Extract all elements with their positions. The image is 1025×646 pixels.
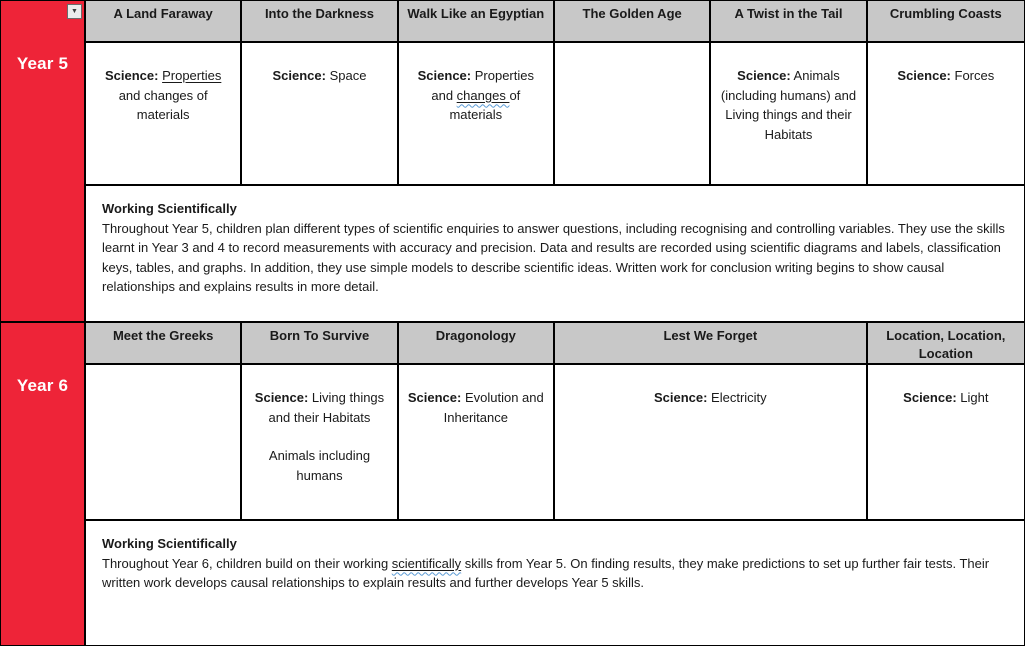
science-cell-born-to-survive bbox=[242, 365, 398, 521]
topic-header-a-twist-in-the-tail: A Twist in the Tail bbox=[711, 1, 867, 43]
topic-header-location-location-location: Location, Location, Location bbox=[868, 323, 1024, 365]
topic-header-a-land-faraway: A Land Faraway bbox=[86, 1, 242, 43]
science-cell-a-twist-in-the-tail: Science: Animals (including humans) and Living things and their Habitats bbox=[711, 43, 867, 186]
year-5-label: Year 5 bbox=[16, 54, 69, 73]
year-5-content bbox=[86, 1, 1024, 321]
year-6-content bbox=[86, 323, 1024, 645]
science-cell-dragonology: Science: Evolution and Inheritance bbox=[399, 365, 555, 521]
underlined-text bbox=[392, 556, 461, 571]
science-cell-crumbling-coasts: Science: Forces bbox=[868, 43, 1024, 186]
year-5-topic-header-row bbox=[86, 1, 1024, 43]
year-6-topic-header-row bbox=[86, 323, 1024, 365]
topic-header-crumbling-coasts: Crumbling Coasts bbox=[868, 1, 1024, 43]
science-cell-location-location-location: Science: Light bbox=[868, 365, 1024, 521]
science-label: Science: bbox=[254, 390, 309, 405]
spellcheck-squiggle: scientifically bbox=[391, 555, 462, 571]
science-label: Science: bbox=[104, 68, 159, 83]
science-paragraph-2: Animals including humans bbox=[268, 448, 371, 483]
topic-header-into-the-darkness: Into the Darkness bbox=[242, 1, 398, 43]
science-label: Science: bbox=[737, 68, 791, 83]
science-label: Science: bbox=[417, 68, 472, 83]
year-6-red-column bbox=[1, 323, 86, 645]
science-label: Science: bbox=[272, 68, 326, 83]
underlined-text bbox=[457, 88, 510, 103]
year-5-red-column bbox=[1, 1, 86, 321]
science-label: Science: bbox=[897, 68, 951, 83]
topic-header-lest-we-forget: Lest We Forget bbox=[555, 323, 868, 365]
science-cell-walk-like-an-egyptian: Science: Properties and changes of materials bbox=[399, 43, 555, 186]
year-6-working-scientifically-cell bbox=[86, 521, 1024, 645]
underlined-text: Properties bbox=[162, 68, 222, 83]
working-scientifically-title: Working Scientifically bbox=[102, 536, 237, 551]
topic-header-walk-like-an-egyptian: Walk Like an Egyptian bbox=[399, 1, 555, 43]
science-cell-the-golden-age bbox=[555, 43, 711, 186]
working-scientifically-title: Working Scientifically bbox=[102, 201, 237, 216]
science-label: Science: bbox=[407, 390, 462, 405]
working-scientifically-body: Throughout Year 5, children plan different types of scientific enquiries to answer questions, including recognising and controlling variables. They use the skills learnt in Year 3 and 4 to record measurements with accuracy and precision. Data and results are recorded using scientific diagrams and labels, classification keys, tables, and graphs. In addition, they use simple models to describe scientific ideas. Written work for conclusion writing begins to show causal relationships and explains results in more detail. bbox=[102, 220, 1005, 294]
science-cell-a-land-faraway: Science: Properties and changes of materials bbox=[86, 43, 242, 186]
year-5-science-row bbox=[86, 43, 1024, 186]
year-5-working-scientifically-cell bbox=[86, 186, 1024, 321]
year-6-block bbox=[1, 323, 1024, 645]
science-cell-lest-we-forget: Science: Electricity bbox=[555, 365, 868, 521]
science-paragraph-1: Science: Living things and their Habitats bbox=[254, 390, 385, 425]
chevron-down-icon: ▼ bbox=[71, 8, 78, 15]
spellcheck-squiggle: changes bbox=[456, 87, 510, 103]
topic-header-the-golden-age: The Golden Age bbox=[555, 1, 711, 43]
topic-header-born-to-survive: Born To Survive bbox=[242, 323, 398, 365]
topic-header-dragonology: Dragonology bbox=[399, 323, 555, 365]
table-filter-dropdown-button[interactable] bbox=[67, 4, 82, 19]
year-5-block bbox=[1, 1, 1024, 323]
year-6-label: Year 6 bbox=[16, 376, 69, 395]
science-label: Science: bbox=[653, 390, 708, 405]
year-6-science-row bbox=[86, 365, 1024, 521]
topic-header-meet-the-greeks: Meet the Greeks bbox=[86, 323, 242, 365]
working-scientifically-body: Throughout Year 6, children build on their working scientifically skills from Year 5. On finding results, they make predictions to set up further fair tests. Their written work develops causal relationships to explain results and further develops Year 5 skills. bbox=[102, 555, 990, 590]
science-cell-into-the-darkness: Science: Space bbox=[242, 43, 398, 186]
science-cell-meet-the-greeks bbox=[86, 365, 242, 521]
science-label: Science: bbox=[903, 390, 957, 405]
